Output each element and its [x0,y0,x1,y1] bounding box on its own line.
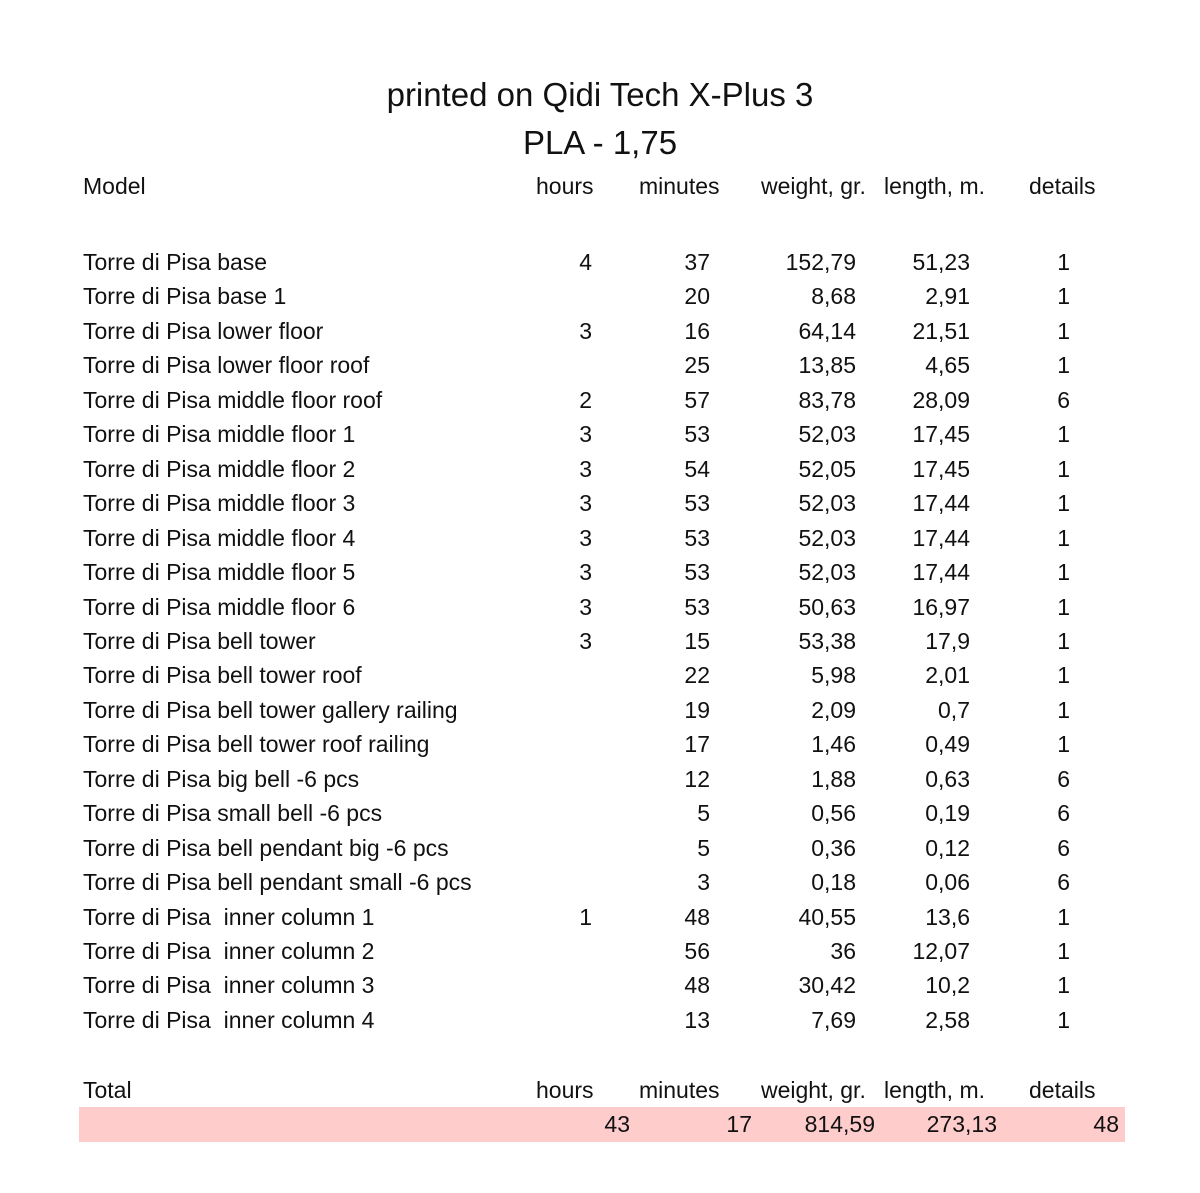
row-length: 0,7 [938,697,970,723]
row-weight: 5,98 [811,662,856,688]
row-model: Torre di Pisa middle floor 2 [83,456,356,482]
row-length: 0,06 [925,869,970,895]
row-hours: 3 [579,456,592,482]
row-minutes: 5 [697,835,710,861]
row-length: 17,44 [912,490,970,516]
row-weight: 0,56 [811,800,856,826]
row-details: 1 [1057,456,1070,482]
row-minutes: 5 [697,800,710,826]
row-minutes: 19 [684,697,710,723]
row-weight: 52,03 [798,525,856,551]
row-model: Torre di Pisa bell pendant big -6 pcs [83,835,449,861]
row-weight: 40,55 [798,904,856,930]
row-weight: 83,78 [798,387,856,413]
row-weight: 50,63 [798,594,856,620]
row-weight: 52,03 [798,490,856,516]
total-length-value: 273,13 [926,1111,997,1137]
row-hours: 2 [579,387,592,413]
row-hours: 4 [579,249,592,275]
row-model: Torre di Pisa big bell -6 pcs [83,766,360,792]
row-length: 0,19 [925,800,970,826]
row-length: 17,45 [912,421,970,447]
row-minutes: 48 [684,904,710,930]
row-weight: 30,42 [798,972,856,998]
row-weight: 0,36 [811,835,856,861]
row-model: Torre di Pisa inner column 1 [83,904,375,930]
row-model: Torre di Pisa base 1 [83,283,287,309]
row-length: 2,58 [925,1007,970,1033]
total-label: Total [83,1077,132,1103]
row-length: 2,01 [925,662,970,688]
row-hours: 3 [579,628,592,654]
row-minutes: 56 [684,938,710,964]
header-minutes: minutes [639,173,720,199]
row-length: 21,51 [912,318,970,344]
row-hours: 3 [579,525,592,551]
row-weight: 152,79 [785,249,856,275]
row-weight: 1,46 [811,731,856,757]
row-length: 17,9 [925,628,970,654]
row-weight: 0,18 [811,869,856,895]
row-model: Torre di Pisa inner column 2 [83,938,375,964]
title-line-2: PLA - 1,75 [522,124,678,161]
row-details: 1 [1057,731,1070,757]
row-hours: 3 [579,490,592,516]
row-model: Torre di Pisa middle floor roof [83,387,383,413]
row-details: 1 [1057,283,1070,309]
row-details: 1 [1057,249,1070,275]
row-length: 17,45 [912,456,970,482]
row-length: 0,63 [925,766,970,792]
row-hours: 1 [579,904,592,930]
row-minutes: 48 [684,972,710,998]
total-header-length: length, m. [884,1077,985,1103]
row-details: 1 [1057,421,1070,447]
row-model: Torre di Pisa small bell -6 pcs [83,800,383,826]
row-details: 1 [1057,525,1070,551]
row-model: Torre di Pisa inner column 4 [83,1007,375,1033]
row-minutes: 53 [684,559,710,585]
row-minutes: 17 [684,731,710,757]
row-model: Torre di Pisa base [83,249,268,275]
header-hours: hours [536,173,594,199]
row-weight: 8,68 [811,283,856,309]
row-minutes: 57 [684,387,710,413]
total-hours-value: 43 [604,1111,630,1137]
row-hours: 3 [579,318,592,344]
row-minutes: 53 [684,490,710,516]
row-weight: 1,88 [811,766,856,792]
row-length: 51,23 [912,249,970,275]
row-minutes: 37 [684,249,710,275]
row-details: 1 [1057,628,1070,654]
total-header-details: details [1029,1077,1096,1103]
row-model: Torre di Pisa middle floor 4 [83,525,356,551]
row-hours: 3 [579,594,592,620]
row-details: 1 [1057,1007,1070,1033]
row-hours: 3 [579,559,592,585]
row-length: 17,44 [912,525,970,551]
row-details: 1 [1057,972,1070,998]
row-length: 10,2 [925,972,970,998]
header-details: details [1029,173,1096,199]
row-minutes: 54 [684,456,710,482]
row-model: Torre di Pisa inner column 3 [83,972,375,998]
row-minutes: 20 [684,283,710,309]
row-details: 1 [1057,697,1070,723]
row-minutes: 15 [684,628,710,654]
row-length: 13,6 [925,904,970,930]
row-minutes: 53 [684,525,710,551]
row-weight: 2,09 [811,697,856,723]
row-minutes: 53 [684,594,710,620]
row-length: 0,12 [925,835,970,861]
row-model: Torre di Pisa middle floor 1 [83,421,356,447]
row-minutes: 22 [684,662,710,688]
row-details: 6 [1057,766,1070,792]
row-details: 1 [1057,904,1070,930]
row-details: 6 [1057,869,1070,895]
row-model: Torre di Pisa bell pendant small -6 pcs [83,869,472,895]
row-weight: 53,38 [798,628,856,654]
total-minutes-value: 17 [726,1111,752,1137]
row-minutes: 13 [684,1007,710,1033]
row-minutes: 16 [684,318,710,344]
row-length: 17,44 [912,559,970,585]
row-minutes: 3 [697,869,710,895]
row-length: 28,09 [912,387,970,413]
row-length: 16,97 [912,594,970,620]
row-details: 6 [1057,835,1070,861]
row-details: 1 [1057,594,1070,620]
row-weight: 13,85 [798,352,856,378]
row-model: Torre di Pisa lower floor roof [83,352,370,378]
row-minutes: 25 [684,352,710,378]
total-weight-value: 814,59 [804,1111,875,1137]
row-length: 4,65 [925,352,970,378]
row-model: Torre di Pisa middle floor 3 [83,490,356,516]
row-details: 1 [1057,352,1070,378]
row-model: Torre di Pisa middle floor 5 [83,559,356,585]
total-header-weight: weight, gr. [761,1077,866,1103]
row-weight: 52,03 [798,421,856,447]
row-weight: 52,03 [798,559,856,585]
row-details: 6 [1057,387,1070,413]
row-length: 2,91 [925,283,970,309]
row-minutes: 53 [684,421,710,447]
row-weight: 52,05 [798,456,856,482]
total-header-minutes: minutes [639,1077,720,1103]
row-model: Torre di Pisa bell tower [83,628,316,654]
header-weight: weight, gr. [761,173,866,199]
row-minutes: 12 [684,766,710,792]
row-weight: 64,14 [798,318,856,344]
row-model: Torre di Pisa middle floor 6 [83,594,356,620]
row-weight: 7,69 [811,1007,856,1033]
row-weight: 36 [830,938,856,964]
row-details: 1 [1057,559,1070,585]
row-details: 1 [1057,662,1070,688]
row-model: Torre di Pisa bell tower gallery railing [83,697,458,723]
header-length: length, m. [884,173,985,199]
row-details: 1 [1057,318,1070,344]
row-hours: 3 [579,421,592,447]
row-details: 1 [1057,938,1070,964]
row-details: 1 [1057,490,1070,516]
row-length: 12,07 [912,938,970,964]
row-details: 6 [1057,800,1070,826]
row-length: 0,49 [925,731,970,757]
row-model: Torre di Pisa bell tower roof [83,662,362,688]
row-model: Torre di Pisa bell tower roof railing [83,731,430,757]
total-header-hours: hours [536,1077,594,1103]
total-details-value: 48 [1093,1111,1119,1137]
header-model: Model [83,173,146,199]
row-model: Torre di Pisa lower floor [83,318,324,344]
title-line-1: printed on Qidi Tech X-Plus 3 [386,76,814,113]
